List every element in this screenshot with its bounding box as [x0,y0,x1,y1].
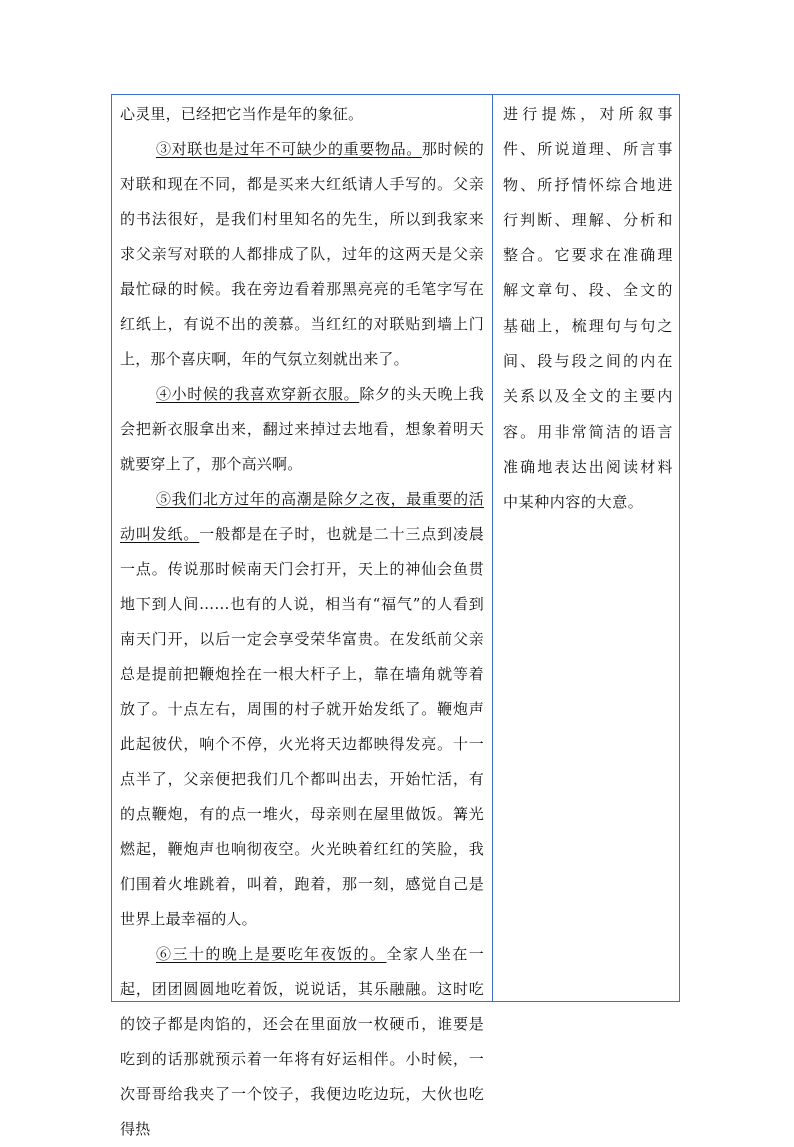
method-note-text: 进行提炼，对所叙事件、所说道理、所言事物、所抒情怀综合地进行判断、理解、分析和整合。它要求在准确理解文章句、段、全文的基础上，梳理句与句之间、段与段之间的内在关系以及全文的主要内容。用非常简洁的语言准确地表达出阅读材料中某种内容的大意。 [503,105,673,512]
passage-paragraph-5 [120,482,484,937]
passage-paragraph-4 [120,377,484,482]
passage-paragraph-3 [120,132,484,377]
paragraph-5-body: 一般都是在子时，也就是二十三点到凌晨一点。传说那时候南天门会打开，天上的神仙会鱼贯地下到人间……也有的人说，相当有“福气”的人看到南天门开，以后一定会享受荣华富贵。在发纸前父亲总是提前把鞭炮拴在一根大杆子上，靠在墙角就等着放了。十点左右，周围的村子就开始发纸了。鞭炮声此起彼伏，响个不停，火光将天边都映得发亮。十一点半了，父亲便把我们几个都叫出去，开始忙活，有的点鞭炮，有的点一堆火，母亲则在屋里做饭。篝光燃起，鞭炮声也响彻夜空。火光映着红红的笑脸，我们围着火堆跳着，叫着，跑着，那一刻，感觉自己是世界上最幸福的人。 [120,525,484,928]
key-sentence-6: ⑥三十的晚上是要吃年夜饭的。 [156,945,387,963]
key-sentence-3: ③对联也是过年不可缺少的重要物品。 [156,140,422,158]
paragraph-4-body: 除夕的头天晚上我会把新衣服拿出来，翻过来掉过去地看，想象着明天就要穿上了，那个高兴啊。 [120,385,484,473]
passage-paragraph-6 [120,937,484,1147]
key-sentence-5: ⑤我们北方过年的高潮是除夕之夜，最重要的活动叫发纸。 [120,490,484,543]
method-notes-column [493,95,679,1001]
passage-column [112,95,493,1138]
key-sentence-4: ④小时候的我喜欢穿新衣服。 [156,385,360,403]
paragraph-6-body: 全家人坐在一起，团团圆圆地吃着饭，说说话，其乐融融。这时吃的饺子都是肉馅的，还会在里面放一枚硬币，谁要是吃到的话那就预示着一年将有好运相伴。小时候，一次哥哥给我夹了一个饺子，我便边吃边玩，大伙也吃得热 [120,945,484,1138]
passage-paragraph-continued: 心灵里，已经把它当作是年的象征。 [120,105,364,123]
paragraph-3-body: 那时候的对联和现在不同，都是买来大红纸请人手写的。父亲的书法很好，是我们村里知名的先生，所以到我家来求父亲写对联的人都排成了队，过年的这两天是父亲最忙碌的时候。我在旁边看着那黑亮亮的毛笔字写在红纸上，有说不出的羡慕。当红红的对联贴到墙上门上，那个喜庆啊，年的气氛立刻就出来了。 [120,140,484,368]
document-table [111,94,680,1138]
